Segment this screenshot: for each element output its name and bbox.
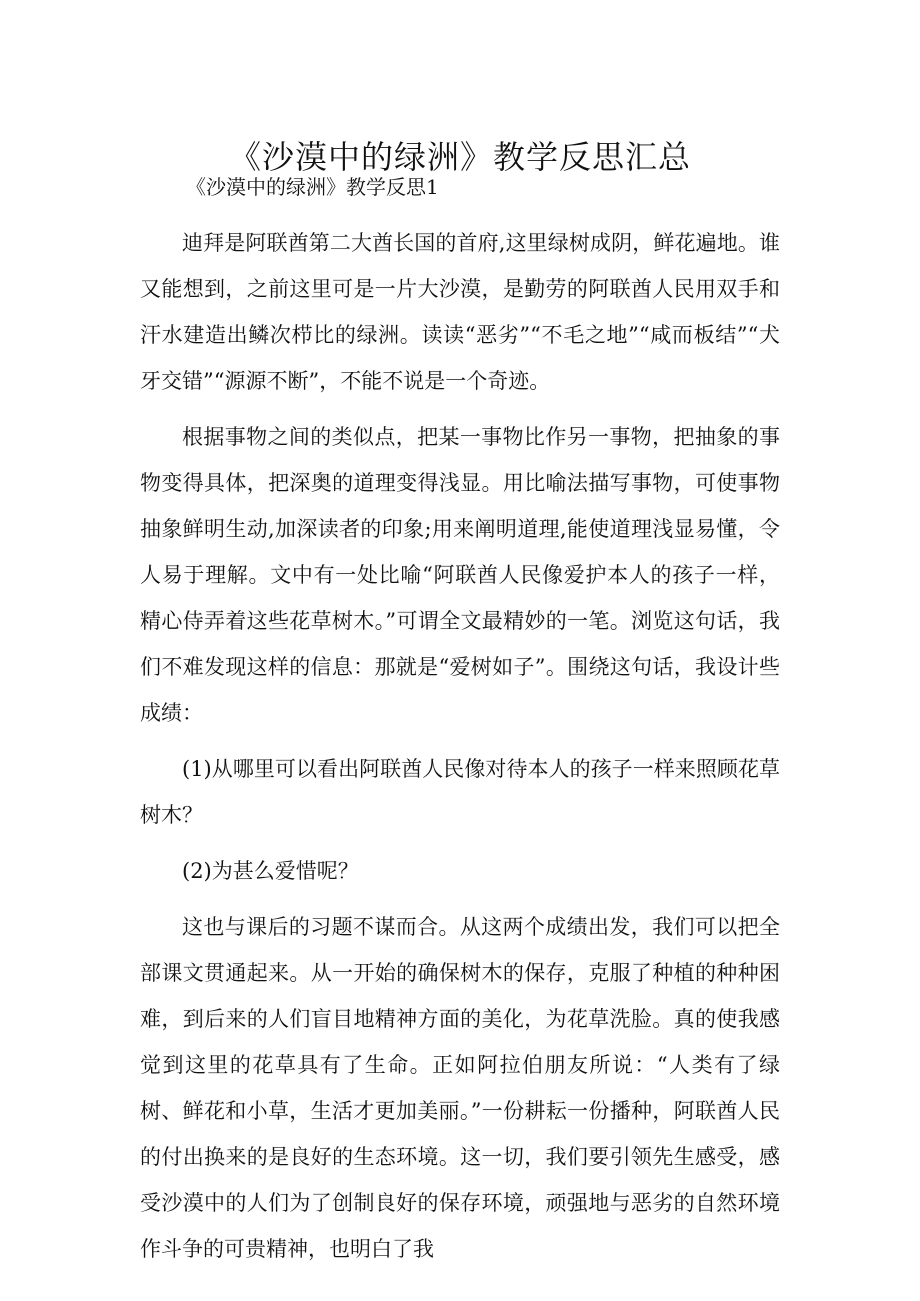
paragraph-question-1: (1)从哪里可以看出阿联酋人民像对待本人的孩子一样来照顾花草树木？ — [140, 757, 780, 827]
paragraph-question-2: (2)为甚么爱惜呢？ — [182, 859, 359, 883]
document-body — [140, 220, 780, 1282]
paragraph-metaphor: 根据事物之间的类似点，把某一事物比作另一事物，把抽象的事物变得具体，把深奥的道理变得浅显。用比喻法描写事物，可使事物抽象鲜明生动,加深读者的印象;用来阐明道理,能使道理浅显易懂，令人易于理解。文中有一处比喻“阿联酋人民像爱护本人的孩子一样，精心侍弄着这些花草树木。”可谓全文最精妙的一笔。浏览这句话，我们不难发现这样的信息：那就是“爱树如子”。围绕这句话，我设计些成绩： — [140, 425, 780, 725]
paragraph-intro: 迪拜是阿联酋第二大酋长国的首府,这里绿树成阴，鲜花遍地。谁又能想到，之前这里可是一片大沙漠，是勤劳的阿联酋人民用双手和汗水建造出鳞次栉比的绿洲。读读“恶劣”“不毛之地”“咸而板结”“犬牙交错”“源源不断”，不能不说是一个奇迹。 — [140, 231, 780, 393]
paragraph-conclusion: 这也与课后的习题不谋而合。从这两个成绩出发，我们可以把全部课文贯通起来。从一开始的确保树木的保存，克服了种植的种种困难，到后来的人们盲目地精神方面的美化，为花草洗脸。真的使我感觉到这里的花草具有了生命。正如阿拉伯朋友所说：“人类有了绿树、鲜花和小草，生活才更加美丽。”一份耕耘一份播种，阿联酋人民的付出换来的是良好的生态环境。这一切，我们要引领先生感受，感受沙漠中的人们为了创制良好的保存环境，顽强地与恶劣的自然环境作斗争的可贵精神，也明白了我 — [140, 915, 780, 1261]
section-subtitle: 《沙漠中的绿洲》教学反思1 — [186, 175, 439, 199]
document-title: 《沙漠中的绿洲》教学反思汇总 — [228, 138, 691, 177]
